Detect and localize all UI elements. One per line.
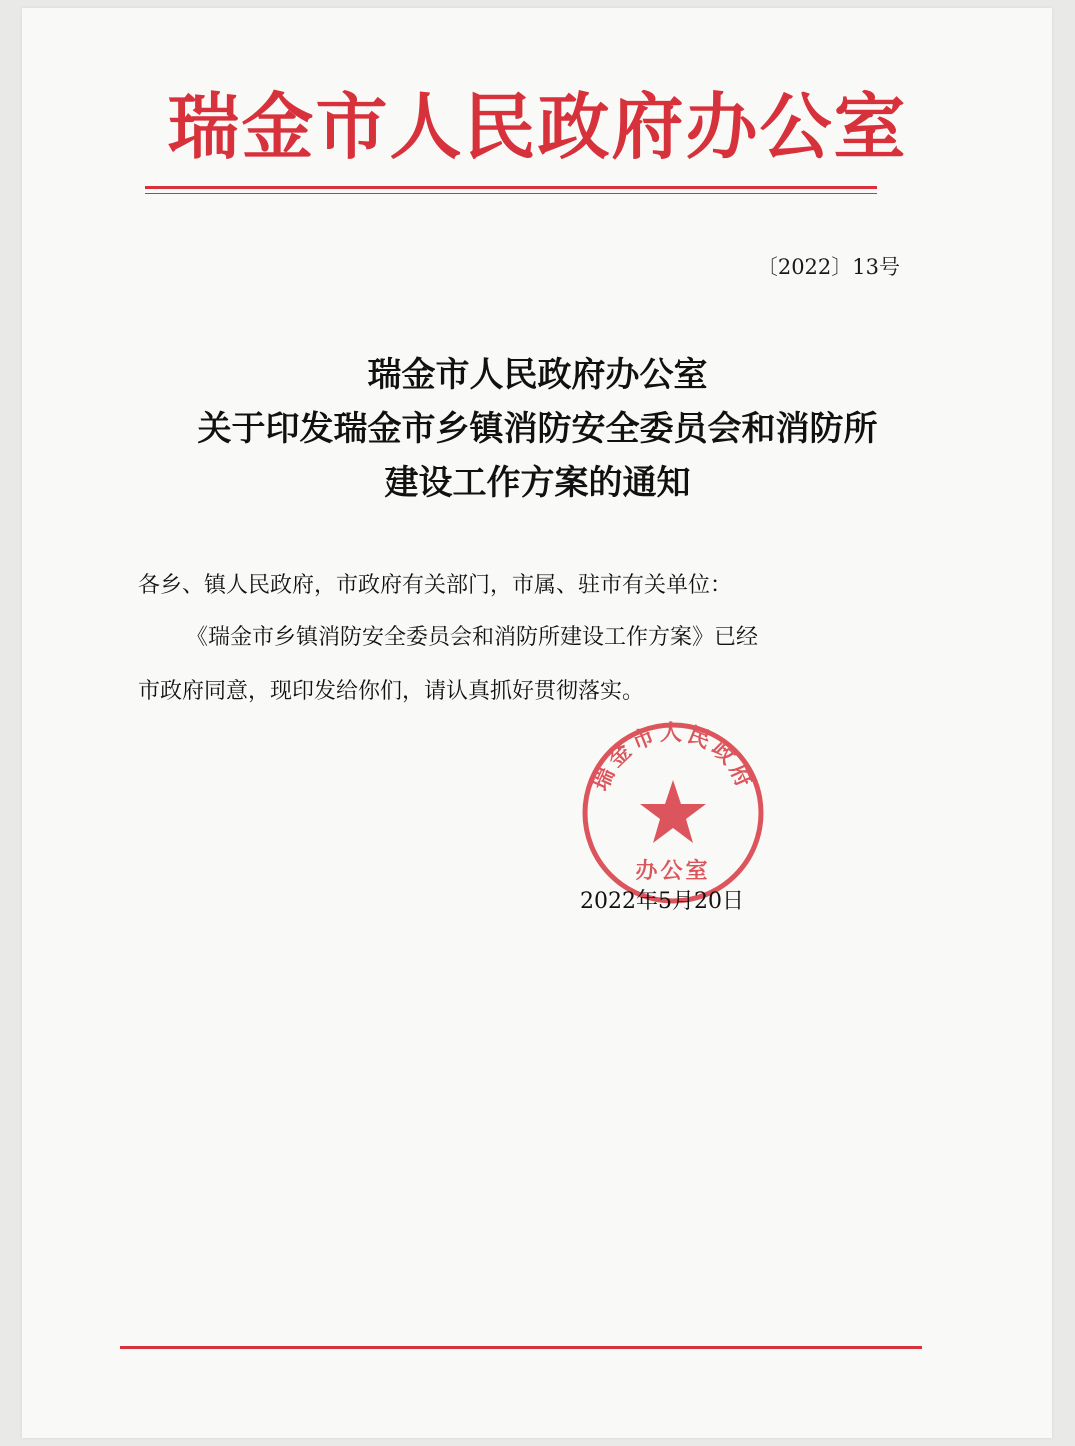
salutation: 各乡、镇人民政府，市政府有关部门，市属、驻市有关单位： [138,573,733,598]
seal-star-icon [640,780,706,843]
footer-red-rule [120,1346,922,1349]
header-red-rule [145,186,877,189]
document-title-line-2: 关于印发瑞金市乡镇消防安全委员会和消防所 [197,409,878,449]
issue-date: 2022年5月20日 [580,889,744,914]
document-number: 〔2022〕13号 [756,255,900,279]
seal-bottom-text: 办公室 [635,859,711,884]
document-title-line-1: 瑞金市人民政府办公室 [367,355,708,395]
document-page [22,8,1052,1438]
body-paragraph-line-2: 市政府同意，现印发给你们，请认真抓好贯彻落实。 [138,679,645,704]
header-red-rule-thin [145,193,877,194]
official-seal-stamp [578,718,768,908]
issuing-organization-header: 瑞金市人民政府办公室 [167,84,908,169]
document-title-line-3: 建设工作方案的通知 [384,463,691,503]
seal-arc-text: 瑞金市人民政府 [588,721,758,795]
body-paragraph-line-1: 《瑞金市乡镇消防安全委员会和消防所建设工作方案》已经 [186,625,759,650]
